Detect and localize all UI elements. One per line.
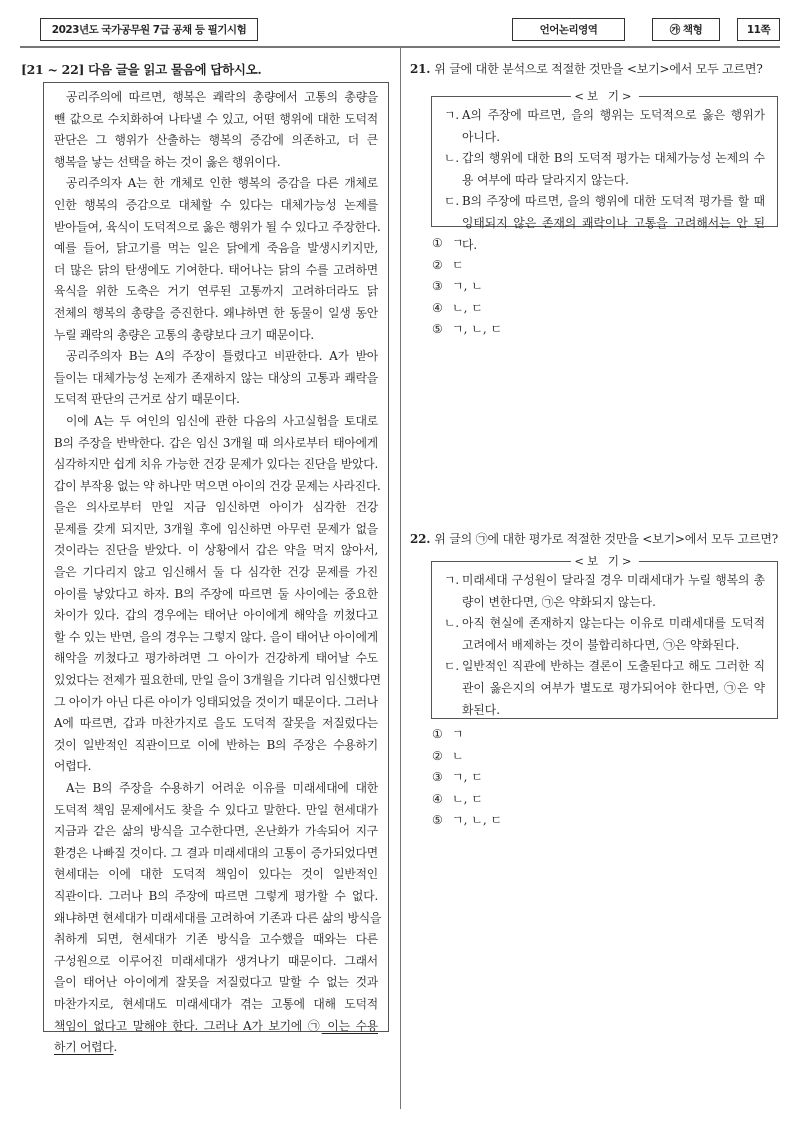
passage-line: 환경은 나빠질 것이다. 그 결과 미래세대의 고통이 증가되었다면 <box>54 845 378 860</box>
set-instruction: [21 ~ 22] 다음 글을 읽고 물음에 답하시오. <box>21 62 262 77</box>
passage-line: 문제를 갖게 되지만, 3개월 후에 임신하면 아무런 문제가 없을 <box>54 521 378 536</box>
bogi-item <box>444 570 765 613</box>
question-text: 위 글의 ㉠에 대한 평가로 적절한 것만을 <보기>에서 모두 고르면? <box>434 532 778 546</box>
passage-line: 을은 의사로부터 만일 지금 임신하면 아이가 심각한 건강 <box>54 500 378 515</box>
passage-line: 도덕적 책임 문제에서도 찾을 수 있다고 말한다. 만일 현세대가 <box>54 802 378 817</box>
choice-text: ㄷ <box>452 257 464 272</box>
answer-choice[interactable] <box>432 298 502 320</box>
passage-text <box>54 87 382 1016</box>
question-21 <box>410 60 763 77</box>
bogi-text: 아직 현실에 존재하지 않는다는 이유로 미래세대를 도덕적 고려에서 배제하는 것이 불합리하다면, ㉠은 약화된다. <box>462 616 765 652</box>
bogi-label: <보 기> <box>570 88 638 104</box>
bogi-key: ㄷ. <box>444 659 460 674</box>
answer-choice[interactable] <box>432 724 502 746</box>
passage-line: 공리주의자 B는 A의 주장이 틀렸다고 비판한다. A가 받아 <box>66 349 378 364</box>
underlined-claim-cont: 하기 어렵다 <box>54 1040 114 1055</box>
passage-line: 들이는 대체가능성 논제가 존재하지 않는 대상의 고통과 쾌락을 <box>54 370 378 385</box>
choice-number: ④ <box>432 791 443 806</box>
passage-line: 을이 태어난 아이에게 잘못을 저질렀다고 말할 수 없는 것과 <box>54 975 378 990</box>
passage-line: A에 따르면, 갑과 마찬가지로 을도 도덕적 잘못을 저질렀다는 <box>54 716 378 731</box>
passage-line: 아이를 낳았다고 하자. B의 주장에 따르면 둘 사이에는 중요한 <box>54 586 378 601</box>
bogi-key: ㄷ. <box>444 194 460 209</box>
question-number: 22. <box>410 532 431 546</box>
passage-line: 차이가 있다. 갑의 경우에는 태어난 아이에게 해악을 끼쳤다고 <box>54 608 378 623</box>
underlined-claim: 이는 수용 <box>321 1018 378 1033</box>
question-number: 21. <box>410 62 431 76</box>
passage-line: 있었다는 전제가 필요한데, 만일 을이 3개월을 기다려 임신했다면 <box>54 673 381 688</box>
bogi-text: A의 주장에 따르면, 을의 행위는 도덕적으로 옳은 행위가 아니다. <box>462 108 765 144</box>
answer-choice[interactable] <box>432 746 502 768</box>
passage-line: 것이 일반적인 직관이므로 이에 반하는 B의 주장은 수용하기 <box>54 737 378 752</box>
page-number: 11쪽 <box>737 18 780 41</box>
passage-line: 할 수 있는 반면, 을의 경우는 그렇지 않다. 을이 태어난 아이에게 <box>54 629 378 644</box>
passage-line: 을은 기다리지 않고 임신해서 둘 다 심각한 건강 문제를 가진 <box>54 565 378 580</box>
bogi-item <box>444 148 765 191</box>
subject-label: 언어논리영역 <box>512 18 625 41</box>
passage-line: B의 주장을 반박한다. 갑은 임신 3개월 때 의사로부터 태아에게 <box>54 435 378 450</box>
column-divider <box>400 47 401 1109</box>
answer-choice[interactable] <box>432 789 502 811</box>
passage-line <box>54 1037 378 1059</box>
passage-line: 공리주의에 따르면, 행복은 쾌락의 총량에서 고통의 총량을 <box>66 90 378 104</box>
choice-number: ③ <box>432 279 443 293</box>
choice-text: ㄱ <box>452 236 464 250</box>
passage-line: 지금과 같은 삶의 방식을 고수한다면, 온난화가 가속되어 지구 <box>54 824 378 839</box>
bogi-text: B의 주장에 따르면, 을의 행위에 대한 도덕적 평가를 할 때 잉태되지 않은 존재의 쾌락이나 고통을 고려해서는 안 된다. <box>462 194 765 252</box>
answer-choice[interactable] <box>432 255 502 277</box>
answer-choice[interactable] <box>432 276 502 298</box>
closing-period: . <box>113 1040 118 1055</box>
choice-number: ④ <box>432 300 443 315</box>
passage-line: 현세대는 이에 대한 도덕적 책임이 있다는 것이 일반적인 <box>54 867 378 882</box>
passage-line: 공리주의자 A는 한 개체로 인한 행복의 증감을 다른 개체로 <box>66 176 378 191</box>
choice-number: ⑤ <box>432 813 443 827</box>
passage-line: 구성원으로 이루어진 미래세대가 생겨나기 때문이다. 그래서 <box>54 953 378 968</box>
bogi-box-21 <box>431 89 778 252</box>
bogi-item <box>444 613 765 656</box>
passage-line: 어렵다. <box>54 759 92 774</box>
passage-line: 그 아이가 아닌 다른 아이가 잉태되었을 것이기 때문이다. 그러나 <box>54 694 378 709</box>
choice-text: ㄱ, ㄷ <box>452 770 483 784</box>
choices-21 <box>432 233 502 341</box>
bogi-key: ㄴ. <box>444 616 460 631</box>
choice-text: ㄱ, ㄴ, ㄷ <box>452 322 503 336</box>
choice-text: ㄱ, ㄴ, ㄷ <box>452 813 503 827</box>
passage-line: 뺀 값으로 수치화하여 나타낼 수 있고, 어떤 행위에 대한 도덕적 <box>54 111 378 126</box>
bogi-text: 일반적인 직관에 반하는 결론이 도출된다고 해도 그러한 직관이 옳은지의 여부가 별도로 평가되어야 한다면, ㉠은 약화된다. <box>462 659 765 717</box>
marker-giyeok-icon: ㉠ <box>307 1018 322 1033</box>
bogi-key: ㄱ. <box>444 573 460 587</box>
passage-line: 취하게 되면, 현세대가 기존 방식을 고수했을 때와는 다른 <box>54 932 378 947</box>
question-22 <box>410 530 778 547</box>
answer-choice[interactable] <box>432 810 502 832</box>
passage-line: 도덕적 판단의 근거로 삼기 때문이다. <box>54 392 240 407</box>
passage-line: 해악을 끼쳤다고 평가하려면 그 아이가 건강하게 태어날 수도 <box>54 651 378 666</box>
choice-text: ㄴ, ㄷ <box>452 791 483 806</box>
bogi-item <box>444 105 765 148</box>
bogi-text: 미래세대 구성원이 달라질 경우 미래세대가 누릴 행복의 총량이 변한다면, ㉠은 약화되지 않는다. <box>462 573 765 609</box>
passage-line: 행복을 낳는 선택을 하는 것이 옳은 행위이다. <box>54 154 281 169</box>
passage-line: 전체의 행복의 총량을 증진한다. 왜냐하면 한 동물이 일생 동안 <box>54 305 378 320</box>
question-text: 위 글에 대한 분석으로 적절한 것만을 <보기>에서 모두 고르면? <box>434 62 763 76</box>
passage-line: 육식을 위한 도축은 거기 연루된 고통까지 고려하더라도 닭 <box>54 284 378 299</box>
choice-number: ② <box>432 748 443 763</box>
passage-line: 왜냐하면 현세대가 미래세대를 고려하여 기존과 다른 삶의 방식을 <box>54 910 382 925</box>
choice-text: ㄴ, ㄷ <box>452 300 483 315</box>
passage-line: 심각하지만 쉽게 치유 가능한 건강 문제가 있다는 진단을 받았다. <box>54 457 378 472</box>
choices-22 <box>432 724 502 832</box>
passage-line: 직관이다. 그러나 B의 주장에 따르면 그렇게 평가할 수 없다. <box>54 888 378 903</box>
bogi-key: ㄴ. <box>444 151 460 166</box>
passage-line: 것이라는 진단을 받았다. 이 상황에서 갑은 약을 먹지 않아서, <box>54 543 378 558</box>
passage-line: 판단은 그 행위가 산출하는 행복의 증감에 의존하고, 더 큰 <box>54 133 378 148</box>
passage-line: 더 많은 닭의 탄생에도 기여한다. 태어나는 닭의 수를 고려하면 <box>54 262 378 277</box>
exam-title: 2023년도 국가공무원 7급 공채 등 필기시험 <box>40 18 258 41</box>
passage-line: 누릴 쾌락의 총량은 고통의 총량보다 크기 때문이다. <box>54 327 314 342</box>
bogi-text: 갑의 행위에 대한 B의 도덕적 평가는 대체가능성 논제의 수용 여부에 따라 달라지지 않는다. <box>462 151 765 187</box>
choice-text: ㄴ <box>452 748 464 763</box>
choice-number: ② <box>432 257 443 272</box>
passage-line: 받아들여, 육식이 도덕적으로 옳은 행위가 될 수 있다고 주장한다. <box>54 219 381 234</box>
bogi-label: <보 기> <box>570 553 638 569</box>
bogi-item <box>444 656 765 721</box>
passage-line: 이에 A는 두 여인의 임신에 관한 다음의 사고실험을 토대로 <box>66 413 378 428</box>
bogi-key: ㄱ. <box>444 108 460 122</box>
closing-text: 책임이 없다고 말해야 한다. 그러나 A가 보기에 <box>54 1018 308 1033</box>
choice-number: ① <box>432 236 443 250</box>
booklet-type: ㉮ 책형 <box>652 18 720 41</box>
choice-number: ⑤ <box>432 322 443 336</box>
bogi-box-22 <box>431 554 778 719</box>
choice-number: ① <box>432 727 443 741</box>
passage-line: 마찬가지로, 현세대도 미래세대가 겪는 고통에 대해 도덕적 <box>54 996 378 1011</box>
answer-choice[interactable] <box>432 767 502 789</box>
passage-line <box>54 1016 378 1038</box>
passage-line: 갑이 부작용 없는 약 하나만 먹으면 아이의 건강 문제는 사라진다. <box>54 478 381 493</box>
answer-choice[interactable] <box>432 319 502 341</box>
answer-choice[interactable] <box>432 233 502 255</box>
choice-text: ㄱ, ㄴ <box>452 279 483 293</box>
choice-number: ③ <box>432 770 443 784</box>
passage-box <box>43 82 389 1055</box>
passage-line: 예를 들어, 닭고기를 먹는 일은 닭에게 죽음을 발생시키지만, <box>54 241 378 256</box>
passage-line: A는 B의 주장을 수용하기 어려운 이유를 미래세대에 대한 <box>66 781 378 795</box>
choice-text: ㄱ <box>452 727 464 741</box>
passage-line: 인한 행복의 증감으로 대체할 수 있다는 대체가능성 논제를 <box>54 197 378 212</box>
